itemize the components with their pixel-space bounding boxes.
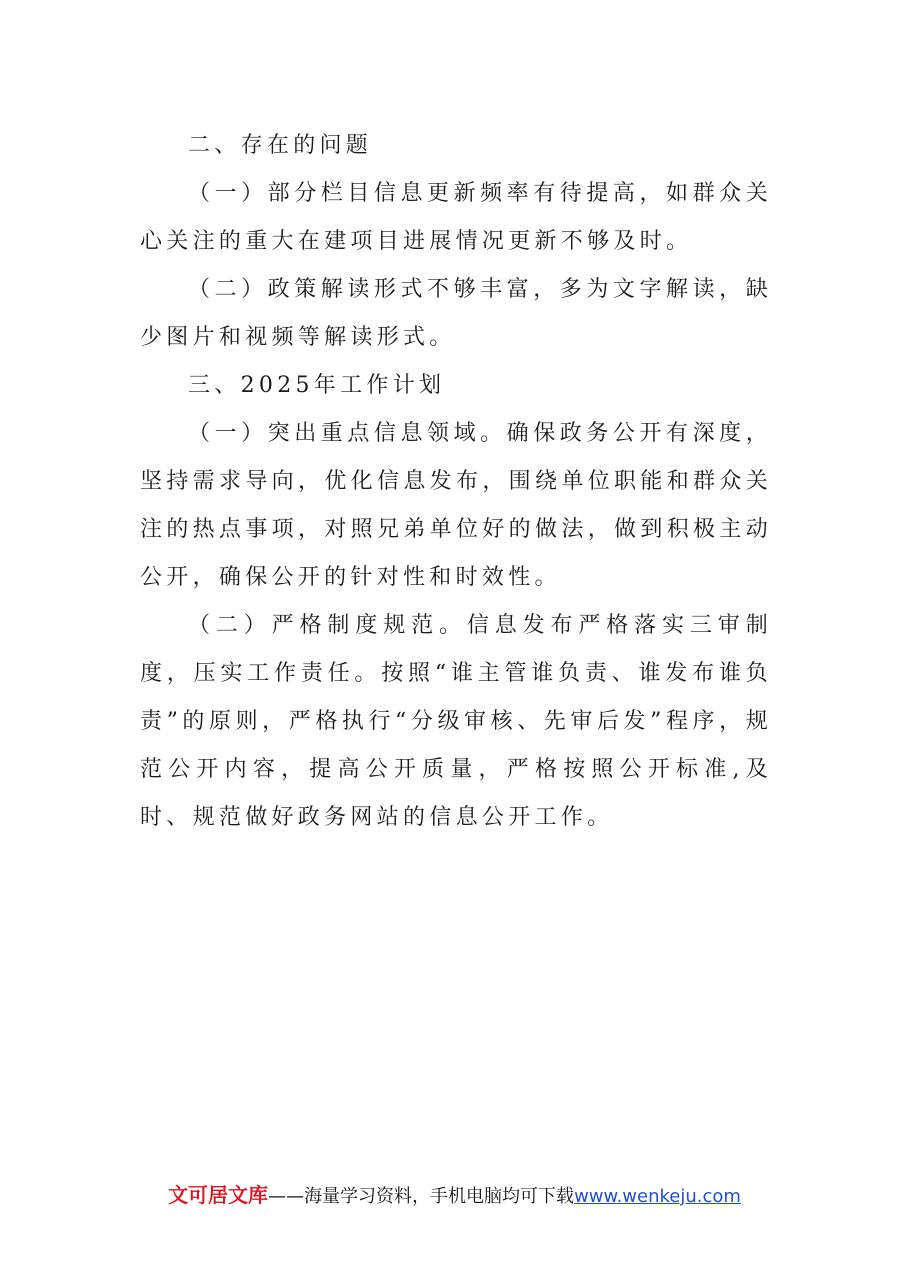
footer-banner bbox=[0, 1180, 909, 1212]
plan-item-1: （一）突出重点信息领域。确保政务公开有深度，坚持需求导向，优化信息发布，围绕单位职能和群众关注的热点事项，对照兄弟单位好的做法，做到积极主动公开，确保公开的针对性和时效性。 bbox=[140, 421, 772, 590]
footer-brand: 文可居文库 bbox=[168, 1183, 269, 1207]
document-body bbox=[140, 122, 772, 842]
plan-item-2: （二）严格制度规范。信息发布严格落实三审制度，压实工作责任。按照“谁主管谁负责、谁发布谁负责”的原则，严格执行“分级审核、先审后发”程序，规范公开内容，提高公开质量，严格按照公开标准,及时、规范做好政务网站的信息公开工作。 bbox=[140, 613, 772, 830]
section-heading-problems: 二、存在的问题 bbox=[188, 133, 373, 158]
footer-slogan: ——海量学习资料，手机电脑均可下载 bbox=[268, 1186, 575, 1207]
problem-item-2: （二）政策解读形式不够丰富，多为文字解读，缺少图片和视频等解读形式。 bbox=[140, 277, 772, 350]
footer-site-link[interactable]: www.wenkeju.com bbox=[574, 1186, 741, 1207]
problem-item-1: （一）部分栏目信息更新频率有待提高，如群众关心关注的重大在建项目进展情况更新不够及时。 bbox=[140, 181, 772, 254]
section-heading-plan: 三、2025年工作计划 bbox=[188, 373, 446, 398]
